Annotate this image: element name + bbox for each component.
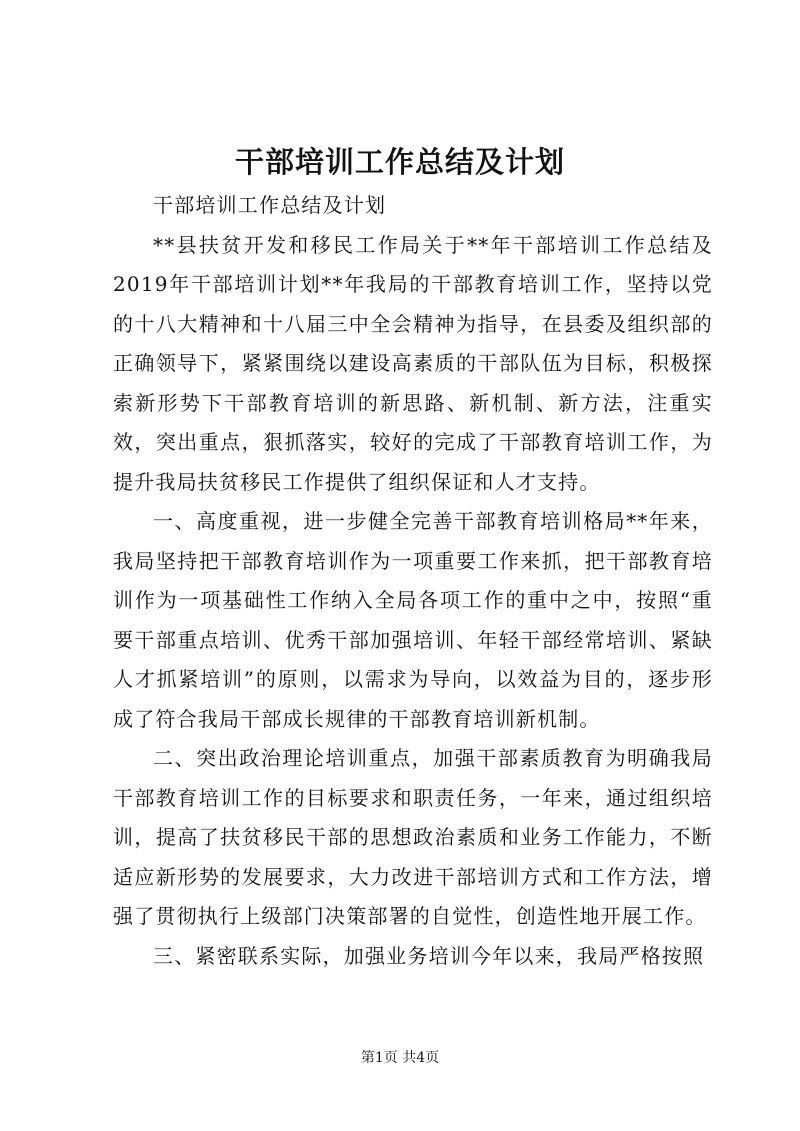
- page-footer: 第1页 共4页: [360, 1050, 440, 1066]
- paragraph-intro: **县扶贫开发和移民工作局关于**年干部培训工作总结及2019年干部培训计划**年我局的干部教育培训工作，坚持以党的十八大精神和十八届三中全会精神为指导，在县委及组织部的正确领导下，紧紧围绕以建设高素质的干部队伍为目标，积极探索新形势下干部教育培训的新思路、新机制、新方法，注重实效，突出重点，狠抓落实，较好的完成了干部教育培训工作，为提升我局扶贫移民工作提供了组织保证和人才支持。: [113, 232, 713, 494]
- paragraph-subtitle: 干部培训工作总结及计划: [153, 193, 387, 217]
- paragraph-section-2: 二、突出政治理论培训重点，加强干部素质教育为明确我局干部教育培训工作的目标要求和职责任务，一年来，通过组织培训，提高了扶贫移民干部的思想政治素质和业务工作能力，不断适应新形势的发展要求，大力改进干部培训方式和工作方法，增强了贯彻执行上级部门决策部署的自觉性，创造性地开展工作。: [113, 746, 713, 928]
- paragraph-section-3: 三、紧密联系实际，加强业务培训今年以来，我局严格按照: [153, 943, 705, 968]
- paragraph-section-1: 一、高度重视，进一步健全完善干部教育培训格局**年来，我局坚持把干部教育培训作为一项重要工作来抓，把干部教育培训作为一项基础性工作纳入全局各项工作的重中之中，按照“重要干部重点培训、优秀干部加强培训、年轻干部经常培训、紧缺人才抓紧培训”的原则，以需求为导向，以效益为目的，逐步形成了符合我局干部成长规律的干部教育培训新机制。: [113, 509, 713, 731]
- document-title: 干部培训工作总结及计划: [234, 145, 565, 179]
- document-body: [113, 186, 713, 976]
